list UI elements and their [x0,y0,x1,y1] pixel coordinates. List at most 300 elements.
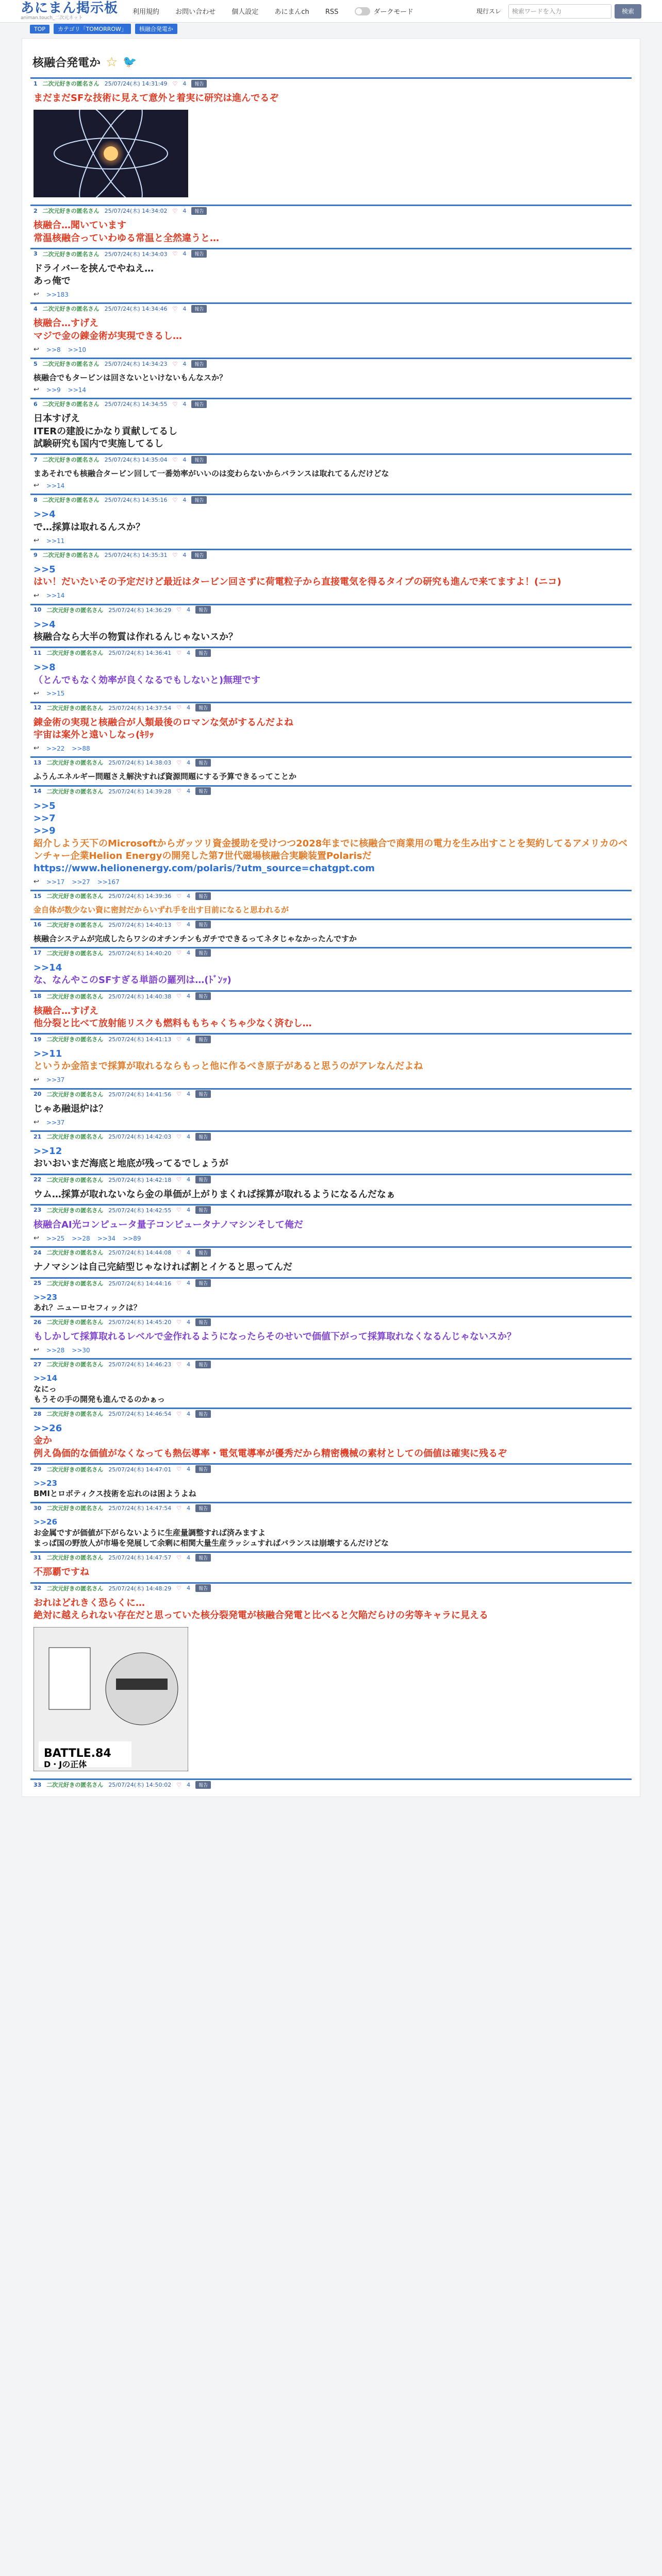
like-count: 4 [183,360,187,367]
reply-arrow-icon[interactable]: ↩ [34,386,39,394]
post [30,1502,632,1551]
post-body [30,1369,632,1408]
post-number[interactable]: 24 [34,1249,42,1256]
like-icon[interactable]: ♡ [176,1361,182,1368]
like-icon[interactable]: ♡ [176,1091,182,1098]
reply-arrow-icon[interactable]: ↩ [34,1346,39,1354]
reply-link[interactable]: >>14 [46,482,65,489]
report-button[interactable]: 報告 [191,456,207,464]
post-number[interactable]: 33 [34,1781,42,1788]
atom-image[interactable] [34,110,628,199]
post-number[interactable]: 21 [34,1133,42,1140]
manga-panel-image[interactable] [34,1627,628,1773]
post-body [30,1593,632,1625]
post-header [30,304,632,313]
post-number[interactable]: 5 [34,360,38,367]
reply-arrow-icon[interactable]: ↩ [34,482,39,490]
post-number[interactable]: 1 [34,80,38,87]
post-line: というか金箔まで採算が取れるならもっと他に作るべき原子があると思うのがアレなんだよね [34,1061,423,1072]
post-header [30,1206,632,1215]
like-icon[interactable]: ♡ [176,1036,182,1043]
post-body [30,409,632,453]
reply-link[interactable]: >>30 [72,1346,90,1354]
report-button[interactable]: 報告 [195,1554,211,1562]
post-number[interactable]: 10 [34,606,42,614]
post-date: 25/07/24(木) 14:40:13 [108,921,172,928]
report-button[interactable]: 報告 [191,207,207,215]
like-count: 4 [183,496,187,503]
poster-name: 二次元好きの匿名さん [42,456,100,464]
post-body [30,767,632,785]
post-line: もうその手の開発も進んでるのかぁっ [34,1394,166,1404]
like-icon[interactable]: ♡ [176,1504,182,1512]
post-footer [30,1076,632,1088]
post-body [30,1789,632,1797]
post-body [30,796,632,878]
poster-name: 二次元好きの匿名さん [42,208,100,215]
reply-link[interactable]: >>14 [46,592,65,600]
reply-link[interactable]: >>89 [123,1234,141,1242]
reply-anchor[interactable]: >>9 [34,825,56,837]
post-number[interactable]: 32 [34,1585,42,1592]
post-line: 核融合でもタービンは回さないといけないもんなスか？ [34,373,227,383]
post-date: 25/07/24(木) 14:38:03 [108,759,172,767]
post [30,1316,632,1358]
reply-link[interactable]: >>8 [46,346,61,353]
reply-arrow-icon[interactable]: ↩ [34,1234,39,1243]
search-scope-select[interactable]: 現行スレ [476,8,501,15]
like-count: 4 [187,606,191,614]
breadcrumb [0,23,662,35]
post-footer [30,878,632,890]
like-icon[interactable]: ♡ [176,1781,182,1788]
reply-arrow-icon[interactable]: ↩ [34,346,39,354]
report-button[interactable]: 報告 [191,250,207,258]
post-number[interactable]: 28 [34,1410,42,1417]
post-line: おいおいまだ海底と地底が残ってるでしょうが [34,1158,228,1170]
post-line: BMIとロボティクス技術を忘れのは困ようよね [34,1489,196,1499]
reply-link[interactable]: >>10 [68,346,87,353]
search-input[interactable]: 検索ワードを入力 [508,4,611,19]
report-button[interactable]: 報告 [195,1781,211,1789]
search-area [476,4,641,19]
post-line: ふうんエネルギー問題さえ解決すれば資源問題にする予算できるってことか [34,772,297,782]
post [30,205,632,248]
post-footer [30,1346,632,1358]
post-body [30,1257,632,1277]
page-title: 核融合発電か [32,57,101,70]
like-count: 4 [187,1361,191,1368]
post-footer [30,346,632,358]
poster-name: 二次元好きの匿名さん [46,993,104,1000]
reply-anchor[interactable]: >>5 [34,800,56,811]
reply-link[interactable]: >>28 [46,1346,65,1354]
like-count: 4 [187,1091,191,1098]
like-icon[interactable]: ♡ [176,704,182,711]
reply-link[interactable]: >>25 [46,1234,65,1242]
favorite-star-icon[interactable]: ☆ [106,54,118,70]
post-header [30,249,632,259]
post-link[interactable]: https://www.helionenergy.com/polaris/?utm_source=chatgpt.com [34,863,375,874]
report-button[interactable]: 報告 [191,551,207,559]
reply-arrow-icon[interactable]: ↩ [34,1076,39,1084]
poster-name: 二次元好きの匿名さん [46,1319,104,1326]
reply-anchor[interactable]: >>26 [34,1423,62,1434]
post-number[interactable]: 31 [34,1554,42,1561]
post-number[interactable]: 11 [34,649,42,656]
poster-name: 二次元好きの匿名さん [46,1554,104,1562]
reply-link[interactable]: >>183 [46,291,69,298]
like-count: 4 [187,993,191,1000]
post-number[interactable]: 9 [34,551,38,558]
post-header [30,1090,632,1099]
twitter-share-icon[interactable]: 🐦 [123,56,137,69]
reply-anchor[interactable]: >>12 [34,1146,62,1157]
reply-link[interactable]: >>14 [68,386,87,394]
post-line: （とんでもなく効率が良くなるでもしないと)無理です [34,674,261,686]
post-date: 25/07/24(木) 14:34:02 [104,208,168,215]
post [30,1088,632,1130]
post-header [30,1248,632,1257]
post-number[interactable]: 12 [34,704,42,711]
post-body [30,1141,632,1174]
reply-link[interactable]: >>15 [46,690,65,698]
post-body [30,929,632,947]
reply-link[interactable]: >>11 [46,537,65,545]
reply-anchor[interactable]: >>4 [34,509,56,520]
post-header [30,359,632,368]
report-button[interactable]: 報告 [195,1133,211,1141]
post-header [30,79,632,88]
like-count: 4 [187,1133,191,1140]
reply-arrow-icon[interactable]: ↩ [34,591,39,600]
report-button[interactable]: 報告 [195,1361,211,1368]
post-line: 金か [34,1435,52,1447]
report-button[interactable]: 報告 [195,606,211,614]
post-header [30,399,632,409]
like-icon[interactable]: ♡ [176,649,182,656]
post-line: 金自体が数少ない資に密封だからいずれ手を出す目前になると思われるが [34,905,289,915]
post-header [30,1465,632,1474]
report-button[interactable]: 報告 [195,1318,211,1326]
dark-mode-toggle[interactable]: ダークモード [355,6,413,16]
post-line: 核融合…聞いています [34,220,126,231]
reply-anchor[interactable]: >>14 [34,962,62,973]
post-date: 25/07/24(木) 14:50:02 [108,1782,172,1789]
like-icon[interactable]: ♡ [172,207,178,214]
reply-anchor[interactable]: >>23 [34,1292,58,1302]
report-button[interactable]: 報告 [191,360,207,368]
report-button[interactable]: 報告 [195,949,211,957]
like-count: 4 [187,1781,191,1788]
reply-arrow-icon[interactable]: ↩ [34,744,39,753]
crumb-thread[interactable]: 核融合発電か [135,24,177,34]
post-number[interactable]: 17 [34,950,42,957]
report-button[interactable]: 報告 [191,496,207,504]
post [30,890,632,918]
like-icon[interactable]: ♡ [176,759,182,766]
svg-text:D・Jの正体: D・Jの正体 [44,1759,87,1770]
post-footer [30,690,632,702]
post-number[interactable]: 19 [34,1036,42,1043]
post-header [30,1553,632,1562]
like-icon[interactable]: ♡ [172,496,178,503]
reply-arrow-icon[interactable]: ↩ [34,689,39,698]
like-icon[interactable]: ♡ [176,1318,182,1326]
reply-anchor[interactable]: >>14 [34,1374,58,1383]
report-button[interactable]: 報告 [195,649,211,657]
reply-anchor[interactable]: >>4 [34,619,56,630]
like-icon[interactable]: ♡ [172,551,178,558]
post-date: 25/07/24(木) 14:45:20 [108,1319,172,1326]
post-line: 宇宙は案外と遠いしなっ(ｷﾘｯ [34,730,154,741]
post-date: 25/07/24(木) 14:42:18 [108,1176,172,1183]
report-button[interactable]: 報告 [191,305,207,313]
post [30,947,632,990]
like-count: 4 [187,1280,191,1287]
report-button[interactable]: 報告 [195,921,211,928]
post [30,302,632,358]
post-body [30,313,632,346]
like-icon[interactable]: ♡ [176,1207,182,1214]
post-number[interactable]: 14 [34,788,42,795]
post-body [30,259,632,291]
post-header [30,1035,632,1044]
post-line: 不那覇ですね [34,1567,89,1578]
post-header [30,605,632,615]
post-date: 25/07/24(木) 14:34:03 [104,250,168,258]
post-number[interactable]: 26 [34,1318,42,1326]
like-icon[interactable]: ♡ [172,456,178,463]
reply-link[interactable]: >>22 [46,744,65,752]
report-button[interactable]: 報告 [195,1090,211,1098]
like-icon[interactable]: ♡ [176,1280,182,1287]
poster-name: 二次元好きの匿名さん [46,1207,104,1214]
report-button[interactable]: 報告 [195,1249,211,1257]
like-icon[interactable]: ♡ [172,360,178,367]
post-line: もしかして採算取れるレベルで金作れるようになったらそのせいで価値下がって採算取れなくなるんじゃないスか？ [34,1331,516,1343]
poster-name: 二次元好きの匿名さん [46,606,104,614]
post-body [30,1418,632,1463]
post-line: まあそれでも核融合タービン回して一番効率がいいのは変わらないからバランスは取れてるんだけどな [34,469,389,479]
poster-name: 二次元好きの匿名さん [42,306,100,313]
post-date: 25/07/24(木) 14:36:41 [108,650,172,657]
post-number[interactable]: 25 [34,1280,42,1287]
poster-name: 二次元好きの匿名さん [46,759,104,767]
post-footer [30,744,632,756]
post-number[interactable]: 18 [34,993,42,1000]
reply-link[interactable]: >>37 [46,1118,65,1126]
post-header [30,455,632,464]
top-nav [133,6,352,16]
report-button[interactable]: 報告 [195,1504,211,1512]
post-body [30,1001,632,1033]
post-number[interactable]: 3 [34,250,38,258]
reply-link[interactable]: >>167 [97,878,120,886]
post [30,756,632,785]
search-button[interactable]: 検索 [615,4,641,19]
like-count: 4 [183,400,187,408]
post-body [30,504,632,537]
like-icon[interactable]: ♡ [176,1410,182,1417]
report-button[interactable]: 報告 [195,1176,211,1183]
reply-anchor[interactable]: >>11 [34,1048,62,1060]
like-icon[interactable]: ♡ [176,921,182,928]
post-header [30,206,632,215]
reply-anchor[interactable]: >>7 [34,812,56,824]
report-button[interactable]: 報告 [191,80,207,88]
like-icon[interactable]: ♡ [176,788,182,795]
report-button[interactable]: 報告 [195,1465,211,1473]
like-icon[interactable]: ♡ [172,80,178,87]
poster-name: 二次元好きの匿名さん [42,552,100,559]
report-button[interactable]: 報告 [195,992,211,1000]
reply-anchor[interactable]: >>8 [34,662,56,673]
post-number[interactable]: 2 [34,207,38,214]
post [30,1246,632,1277]
like-count: 4 [183,80,187,87]
reply-arrow-icon[interactable]: ↩ [34,291,39,299]
reply-link[interactable]: >>28 [72,1234,90,1242]
post-number[interactable]: 4 [34,305,38,312]
like-icon[interactable]: ♡ [176,1466,182,1473]
post [30,785,632,890]
post-number[interactable]: 27 [34,1361,42,1368]
report-button[interactable]: 報告 [195,759,211,767]
nav-settings[interactable]: 個人設定 [231,8,259,16]
post-number[interactable]: 15 [34,892,42,900]
poster-name: 二次元好きの匿名さん [46,1782,104,1789]
post-header [30,550,632,560]
post-footer [30,1118,632,1130]
post-date: 25/07/24(木) 14:44:08 [108,1249,172,1257]
post-body [30,1184,632,1204]
report-button[interactable]: 報告 [195,1279,211,1287]
like-icon[interactable]: ♡ [176,950,182,957]
like-icon[interactable]: ♡ [176,993,182,1000]
post-header [30,1175,632,1184]
like-icon[interactable]: ♡ [176,1554,182,1561]
site-logo[interactable]: あにまん掲示板 animan.touch_二次元ネット [21,1,119,21]
reply-arrow-icon[interactable]: ↩ [34,878,39,886]
reply-link[interactable]: >>88 [72,744,90,752]
post-footer [30,291,632,302]
report-button[interactable]: 報告 [195,704,211,711]
post-line: 核融合なら大半の物質は作れるんじゃないスか？ [34,631,238,642]
like-icon[interactable]: ♡ [176,892,182,900]
post-body [30,368,632,386]
post-date: 25/07/24(木) 14:47:01 [108,1466,172,1473]
reply-anchor[interactable]: >>23 [34,1478,58,1488]
reply-link[interactable]: >>17 [46,878,65,886]
post-date: 25/07/24(木) 14:34:55 [104,401,168,408]
post-body [30,958,632,990]
reply-link[interactable]: >>34 [97,1234,116,1242]
like-icon[interactable]: ♡ [176,1176,182,1183]
nav-terms[interactable]: 利用規約 [133,8,160,16]
report-button[interactable]: 報告 [195,1206,211,1214]
reply-anchor[interactable]: >>5 [34,564,56,575]
report-button[interactable]: 報告 [195,1036,211,1043]
post-header [30,648,632,657]
crumb-top[interactable]: TOP [30,25,49,33]
post-number[interactable]: 20 [34,1091,42,1098]
post [30,647,632,702]
like-icon[interactable]: ♡ [172,305,178,312]
post-header [30,1279,632,1288]
like-icon[interactable]: ♡ [172,400,178,408]
post-header [30,1409,632,1418]
like-icon[interactable]: ♡ [176,1133,182,1140]
like-icon[interactable]: ♡ [176,1585,182,1592]
report-button[interactable]: 報告 [191,400,207,408]
crumb-category[interactable]: カテゴリ「TOMORROW」 [54,24,131,34]
like-count: 4 [183,456,187,463]
post [30,1551,632,1582]
post-number[interactable]: 30 [34,1504,42,1512]
post-line: な、なんやこのSFすぎる単語の羅列は…(ﾄﾞﾝｯ) [34,975,231,986]
nav-contact[interactable]: お問い合わせ [175,8,216,16]
poster-name: 二次元好きの匿名さん [46,1280,104,1287]
report-button[interactable]: 報告 [195,1584,211,1592]
reply-link[interactable]: >>27 [72,878,90,886]
post-header [30,1317,632,1327]
poster-name: 二次元好きの匿名さん [46,1249,104,1257]
post-number[interactable]: 22 [34,1176,42,1183]
reply-arrow-icon[interactable]: ↩ [34,537,39,545]
post-number[interactable]: 6 [34,400,38,408]
post-number[interactable]: 29 [34,1466,42,1473]
post-date: 25/07/24(木) 14:42:55 [108,1207,172,1214]
post-header [30,948,632,958]
reply-anchor[interactable]: >>26 [34,1517,58,1527]
post-body [30,464,632,482]
toggle-switch[interactable] [355,7,370,15]
post-number[interactable]: 13 [34,759,42,766]
reply-link[interactable]: >>37 [46,1076,65,1084]
report-button[interactable]: 報告 [195,892,211,900]
post-date: 25/07/24(木) 14:39:36 [108,893,172,900]
post-date: 25/07/24(木) 14:47:54 [108,1505,172,1512]
post-number[interactable]: 8 [34,496,38,503]
post-line: じゃあ融退炉は？ [34,1103,108,1114]
thread-title-row [30,46,632,77]
reply-arrow-icon[interactable]: ↩ [34,1118,39,1127]
post-date: 25/07/24(木) 14:31:49 [104,80,168,87]
post-line: 他分裂と比べて放射能リスクも燃料ももちゃくちゃ少なく済むし… [34,1018,312,1029]
post-body [30,1474,632,1502]
reply-link[interactable]: >>9 [46,386,61,394]
report-button[interactable]: 報告 [195,787,211,795]
like-icon[interactable]: ♡ [176,606,182,614]
post-line: 紹介しよう天下のMicrosoftからガッツリ資金援助を受けつつ2028年までに核融合で商業用の電力を生み出すことを契約してるアメリカのベンチャー企業Helion Energyの開発した第7世代磁場核融合実験装置Polarisだ [34,838,627,861]
post [30,248,632,303]
like-icon[interactable]: ♡ [172,250,178,258]
like-count: 4 [187,950,191,957]
post-number[interactable]: 23 [34,1207,42,1214]
poster-name: 二次元好きの匿名さん [46,950,104,957]
post-number[interactable]: 16 [34,921,42,928]
like-icon[interactable]: ♡ [176,1249,182,1256]
post-header [30,1360,632,1369]
post-header [30,920,632,929]
post-date: 25/07/24(木) 14:41:13 [108,1036,172,1043]
post-number[interactable]: 7 [34,456,38,463]
nav-rss[interactable]: RSS [325,8,339,16]
report-button[interactable]: 報告 [195,1410,211,1418]
nav-animanch[interactable]: あにまんch [274,8,309,16]
post-body [30,1513,632,1551]
